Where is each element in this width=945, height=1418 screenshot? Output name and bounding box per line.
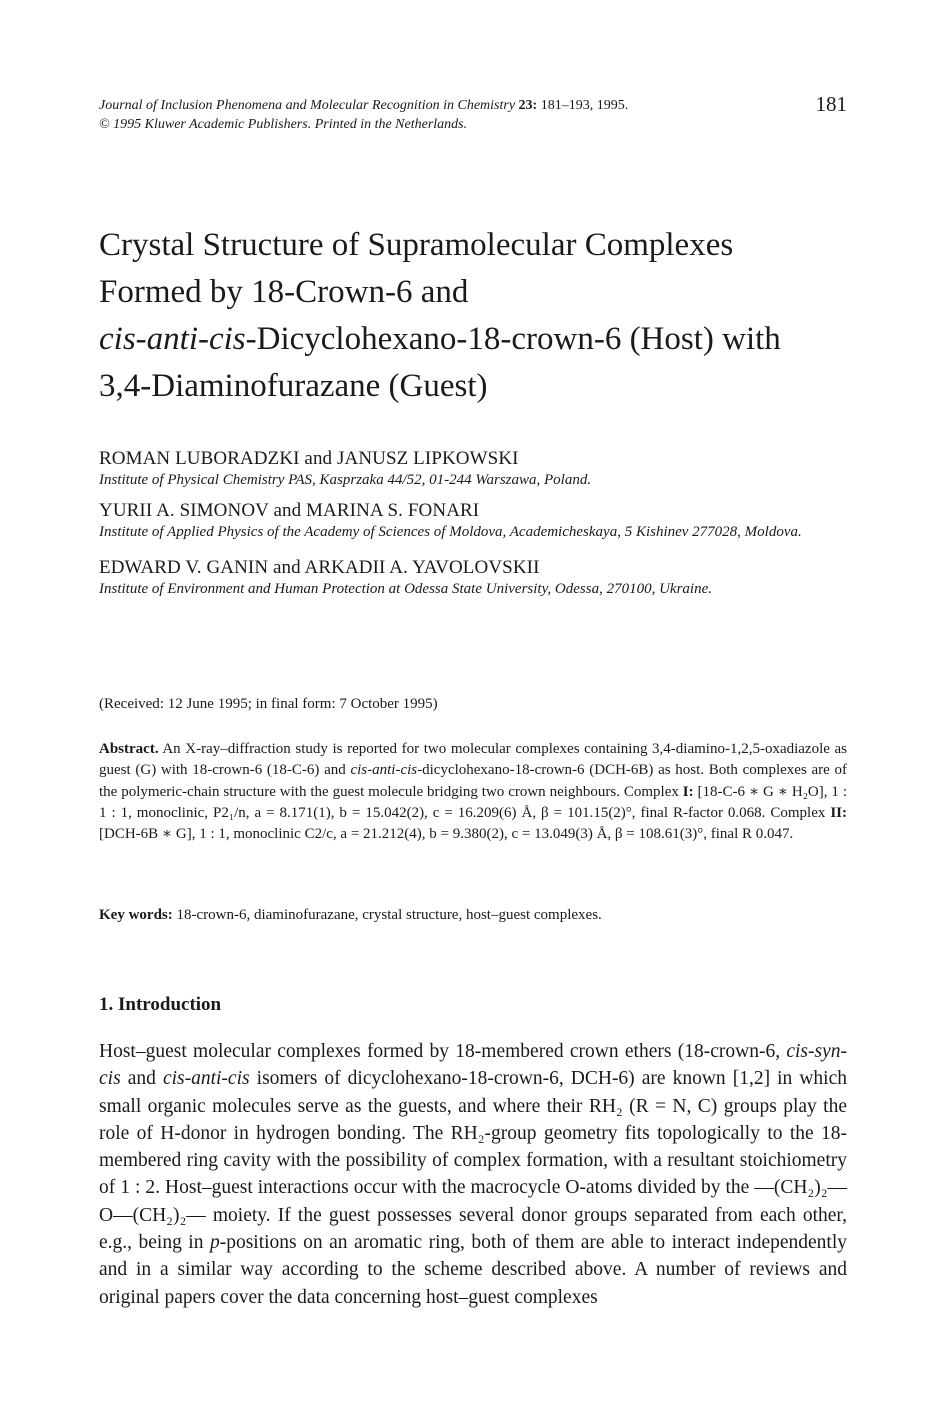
journal-header [99,96,847,134]
section-heading-introduction: 1. Introduction [99,994,222,1015]
author-names: YURII A. SIMONOV and MARINA S. FONARI [99,500,480,521]
keywords [99,907,847,924]
title-italic-isomer: cis-anti-cis [99,321,246,357]
paper-title [99,222,847,410]
author-names: EDWARD V. GANIN and ARKADII A. YAVOLOVSKII [99,557,540,578]
introduction-paragraph [99,1038,847,1311]
abstract-text: An X-ray–diffraction study is reported for two molecular complexes containing 3,4-diamino-1,2,5-oxadiazole as guest (G) with 18-crown-6 (18-C-6) and [99,741,847,779]
title-line-4: 3,4-Diaminofurazane (Guest) [99,368,488,404]
complex-1-label: I: [682,783,694,800]
title-line-3: -Dicyclohexano-18-crown-6 (Host) with [245,321,781,357]
complex-1-data: [18-C-6 ∗ G ∗ H₂O], 1 : 1 : 1, monoclinic, P2₁/n, a = 8.171(1), b = 15.042(2), c = 16.209(6) Å, β = 101.15(2)°, final R-factor 0.068. Complex [99,783,847,821]
italic-term: cis-syn-cis [99,1041,847,1090]
journal-pages: 181–193, 1995. [540,98,629,113]
keywords-text: 18-crown-6, diaminofurazane, crystal structure, host–guest complexes. [172,907,602,923]
copyright-line: © 1995 Kluwer Academic Publishers. Printed in the Netherlands. [99,117,468,132]
paragraph-text: -positions on an aromatic ring, both of them are able to interact independently and in a similar way according to the scheme described above. A number of reviews and original papers cover the data concerning host–guest complexes [99,1232,847,1308]
author-affiliation: Institute of Physical Chemistry PAS, Kasprzaka 44/52, 01-244 Warszawa, Poland. [99,472,592,488]
abstract [99,739,847,845]
paragraph-text: isomers of dicyclohexano-18-crown-6, DCH-6) are known [1,2] in which small organic molecules serve as the guests, and where their RH₂ (R = N, C) groups play the role of H-donor in hydrogen bonding. The RH₂-group geometry fits topologically to the 18-membered ring cavity with the possibility of complex formation, with a resultant stoichiometry of 1 : 2. Host–guest interactions occur with the macrocycle O-atoms divided by the —(CH₂)₂—O—(CH₂)₂— moiety. If the guest possesses several donor groups separated from each other, e.g., being in [99,1068,847,1254]
paragraph-text: Host–guest molecular complexes formed by 18-membered crown ethers (18-crown-6, [99,1041,787,1062]
title-line-1: Crystal Structure of Supramolecular Complexes [99,227,734,263]
author-affiliation: Institute of Applied Physics of the Academy of Sciences of Moldova, Academicheskaya, 5 Kishinev 277028, Moldova. [99,524,802,540]
author-affiliation: Institute of Environment and Human Protection at Odessa State University, Odessa, 270100, Ukraine. [99,581,712,597]
italic-term: p [209,1232,220,1254]
abstract-italic: cis-anti-cis [350,762,418,779]
journal-citation [99,96,847,115]
author-group-2 [99,500,847,542]
italic-term: cis-anti-cis [162,1068,250,1090]
journal-name: Journal of Inclusion Phenomena and Molecular Recognition in Chemistry [99,98,516,113]
abstract-text: -dicyclohexano-18-crown-6 (DCH-6B) as host. Both complexes are of the polymeric-chain structure with the guest molecule bridging two crown neighbours. Complex [99,762,847,800]
keywords-label: Key words: [99,907,173,923]
title-line-2: Formed by 18-Crown-6 and [99,274,469,310]
received-dates: (Received: 12 June 1995; in final form: 7 October 1995) [99,696,438,712]
abstract-label: Abstract. [99,741,159,757]
complex-2-label: II: [830,804,847,821]
author-group-1 [99,448,847,490]
complex-2-data: [DCH-6B ∗ G], 1 : 1, monoclinic C2/c, a = 21.212(4), b = 9.380(2), c = 13.049(3) Å, β = 108.61(3)°, final R 0.047. [99,826,794,843]
journal-volume: 23: [518,98,538,113]
paragraph-text: and [120,1068,163,1090]
page-number: 181 [815,92,847,116]
author-group-3 [99,557,847,599]
author-names: ROMAN LUBORADZKI and JANUSZ LIPKOWSKI [99,448,519,469]
author-list [99,448,847,610]
